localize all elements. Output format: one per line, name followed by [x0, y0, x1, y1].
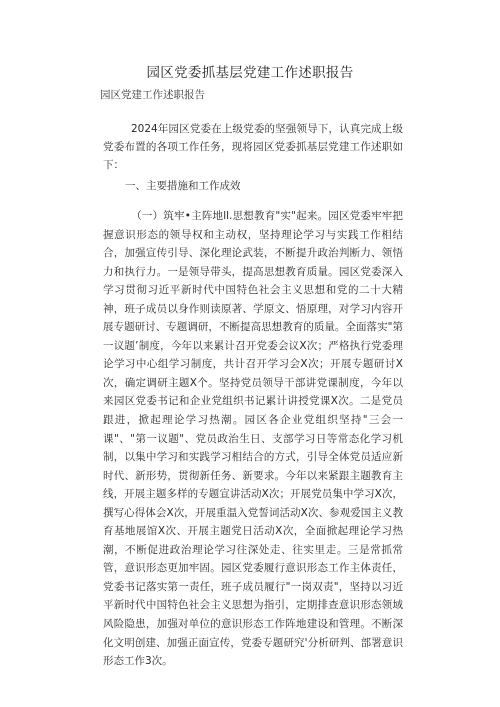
body-paragraph [103, 207, 403, 671]
document-title: 园区党委抓基层党建工作述职报告 [146, 65, 354, 81]
body-text: （一）筑牢•主阵地ll.思想教育"实"起来。园区党委牢牢把握意识形态的领导权和主动权，坚持理论学习与实践工作相结合，加强宣传引导、深化理论武装，不断提升政治判断力、领悟力和执行力。一是领导带头，提高思想教育质量。园区党委深入学习贯彻习近平新时代中国特色社会主义思想和党的二十大精神，班子成员以身作则读原著、学原文、悟原理，对学习内容开展专题研讨、专题调研，不断提高思想教育的质量。全面落实"第一议题’制度，今年以来累计召开党委会议X次；严格执行党委理论学习中心组学习制度，共计召开学习会X次；开展专题研讨X次，确定调研主题X个。坚持党员领导干部讲党课制度，今年以来园区党委书记和企业党组织书记累计讲授党课X次。二是党员跟进，掀起理论学习热潮。园区各企业党组织坚持"三会一课"、"第一议题"、党员政治生日、支部学习日等常态化学习机制，以集中学习和实践学习相结合的方式，引导全体党员适应新时代、新形势，贯彻新任务、新要求。今年以来紧跟主题教育主线，开展主题多样的专题宣讲活动X次；开展党员集中学习X次，撰写心得体会X次，开展重温入党誓词活动X次、参观爱国主义教育基地展馆X次、开展主题党日活动X次，全面掀起理论学习热潮，不断促进政治理论学习往深处走、往实里走。三是常抓常管，意识形态更加牢固。园区党委履行意识形态工作主体责任，党委书记落实第一责任，班子成员履行"一岗双责"，坚持以习近平新时代中国特色社会主义思想为指引，定期排查意识形态领域风险隐患，加强对单位的意识形态工作阵地建设和管理。不断深化文明创建、加强正面宣传，党委专题研究'分析研判、部署意识形态工作3次。 [103, 210, 403, 668]
intro-paragraph [103, 120, 403, 175]
document-subtitle: 园区党建工作述职报告 [100, 89, 205, 101]
intro-text: 2024年园区党委在上级党委的坚强领导下，认真完成上级党委布置的各项工作任务，现将园区党委抓基层党建工作述职如下： [103, 123, 403, 172]
section-heading: 一、主要措施和工作成效 [125, 180, 241, 192]
